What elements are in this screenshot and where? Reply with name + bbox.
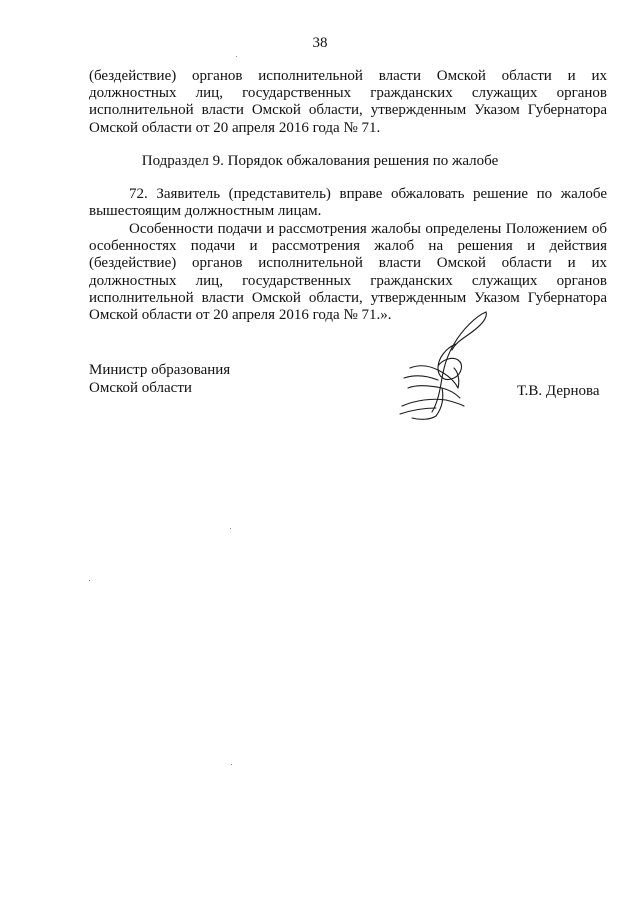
features-paragraph: Особенности подачи и рассмотрения жалобы определены Положением об особенностях подачи и рассмотрения жалоб на решения и действия (бездействие) органов исполнительной власти Омской области и их должностных лиц, государственных гражданских служащих органов исполнительной власти Омской области, утвержденным Указом Губернатора Омской области от 20 апреля 2016 года № 71.». — [89, 221, 607, 324]
scan-speck — [236, 56, 237, 57]
subsection-heading: Подраздел 9. Порядок обжалования решения по жалобе — [141, 153, 499, 169]
signatory-title-line1: Министр образования — [89, 362, 231, 378]
scan-speck — [231, 764, 232, 765]
continuation-paragraph-block — [89, 68, 607, 137]
item-72-paragraph: 72. Заявитель (представитель) вправе обжаловать решение по жалобе вышестоящим должностным лицам. — [89, 186, 607, 220]
continuation-paragraph: (бездействие) органов исполнительной власти Омской области и их должностных лиц, государственных гражданских служащих органов исполнительной власти Омской области, утвержденным Указом Губернатора Омской области от 20 апреля 2016 года № 71. — [89, 68, 607, 136]
item-72-block — [89, 186, 607, 220]
scan-speck — [230, 528, 231, 529]
signatory-name: Т.В. Дернова — [517, 383, 600, 399]
signature-icon — [398, 308, 494, 423]
features-block — [89, 221, 607, 324]
page-number: 38 — [312, 35, 328, 51]
signatory-title-line2: Омской области — [89, 380, 192, 396]
signatory-title — [89, 361, 230, 397]
scan-speck — [89, 580, 90, 581]
